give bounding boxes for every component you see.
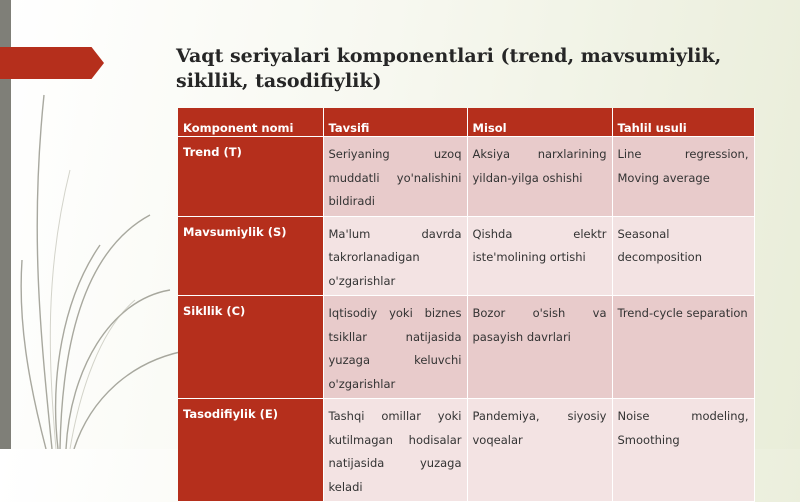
component-example: Qishda elektr iste'molining ortishi bbox=[467, 216, 612, 296]
table-row bbox=[178, 296, 754, 399]
table-row bbox=[178, 137, 754, 217]
component-name: Mavsumiylik (S) bbox=[178, 216, 323, 296]
component-method: Noise modeling, Smoothing bbox=[612, 399, 754, 502]
component-name: Tasodifiylik (E) bbox=[178, 399, 323, 502]
title-marker-arrow bbox=[0, 47, 104, 79]
slide-title: Vaqt seriyalari komponentlari (trend, mavsumiylik, sikllik, tasodifiylik) bbox=[176, 45, 722, 92]
component-name: Trend (T) bbox=[178, 137, 323, 217]
header-description: Tavsifi bbox=[323, 108, 467, 137]
header-component-name: Komponent nomi bbox=[178, 108, 323, 137]
header-method: Tahlil usuli bbox=[612, 108, 754, 137]
component-method: Seasonal decomposition bbox=[612, 216, 754, 296]
header-example: Misol bbox=[467, 108, 612, 137]
component-example: Bozor o'sish va pasayish davrlari bbox=[467, 296, 612, 399]
components-table bbox=[178, 108, 755, 502]
table-row bbox=[178, 399, 754, 502]
component-method: Trend-cycle separation bbox=[612, 296, 754, 399]
component-method: Line regression, Moving average bbox=[612, 137, 754, 217]
component-description: Seriyaning uzoq muddatli yo'nalishini bildiradi bbox=[323, 137, 467, 217]
component-description: Tashqi omillar yoki kutilmagan hodisalar natijasida yuzaga keladi bbox=[323, 399, 467, 502]
component-example: Aksiya narxlarining yildan-yilga oshishi bbox=[467, 137, 612, 217]
table-row bbox=[178, 216, 754, 296]
table-header-row bbox=[178, 108, 754, 137]
component-example: Pandemiya, siyosiy voqealar bbox=[467, 399, 612, 502]
component-description: Iqtisodiy yoki biznes tsikllar natijasida yuzaga keluvchi o'zgarishlar bbox=[323, 296, 467, 399]
component-description: Ma'lum davrda takrorlanadigan o'zgarishlar bbox=[323, 216, 467, 296]
component-name: Sikllik (C) bbox=[178, 296, 323, 399]
